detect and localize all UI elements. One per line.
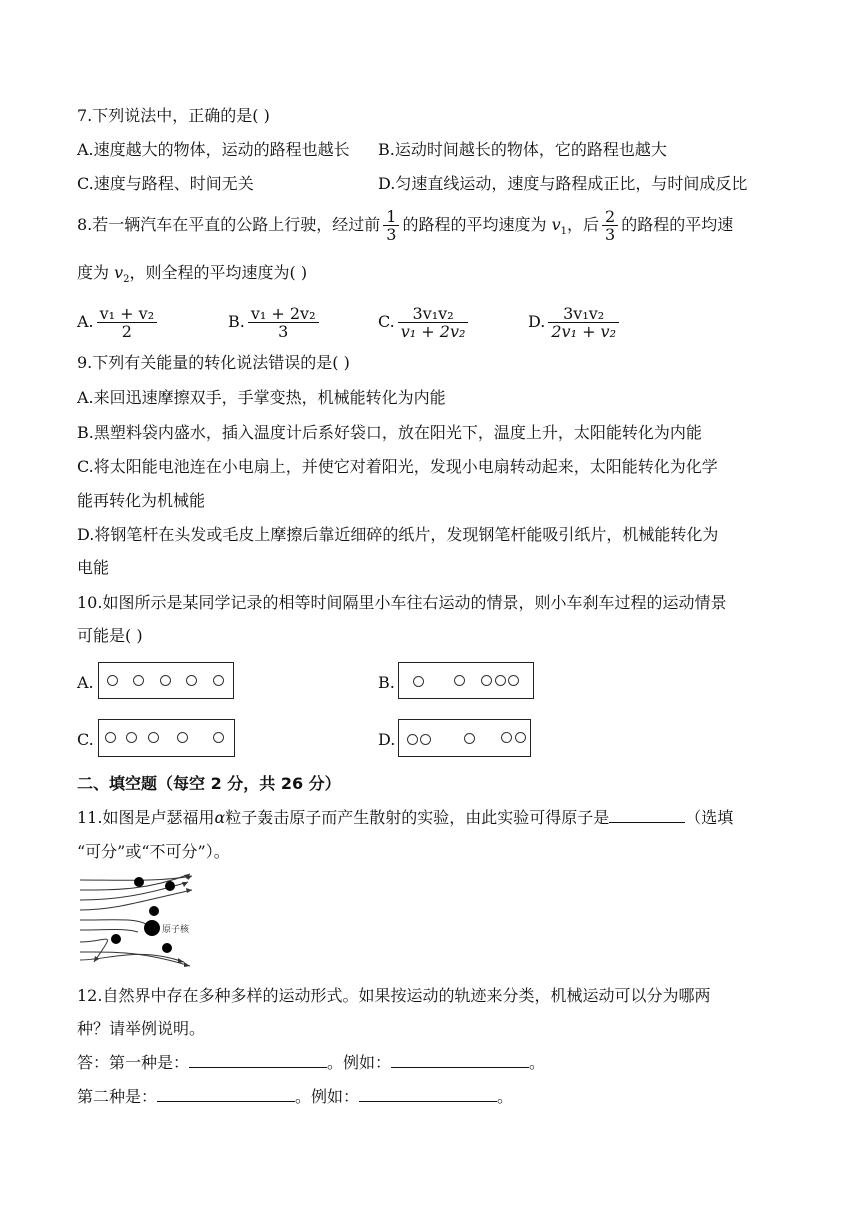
nucleus-label: 原子核	[162, 925, 190, 935]
q8-text: 度为	[77, 263, 110, 282]
q11-answer-blank[interactable]	[609, 808, 685, 823]
q11-text: 粒子轰击原子而产生散射的实验，由此实验可得原子是	[225, 808, 610, 827]
q8-stem-line2	[77, 263, 307, 290]
q8-text: 8.若一辆汽车在平直的公路上行驶，经过前	[77, 215, 381, 234]
car-position-dot	[508, 675, 519, 686]
q10-option-d-label: D.	[378, 730, 396, 749]
arrowheads	[94, 874, 192, 967]
q12-stem-line2: 种？请举例说明。	[77, 1019, 206, 1038]
q9-option-d-line1: D.将钢笔杆在头发或毛皮上摩擦后靠近细碎的纸片，发现钢笔杆能吸引纸片，机械能转化为	[77, 525, 719, 544]
q12-blank-type1[interactable]	[189, 1053, 327, 1068]
q8-v1-sub: 1	[560, 226, 567, 238]
car-position-dot	[515, 732, 526, 743]
car-position-dot	[420, 734, 431, 745]
q12-answer-line2	[77, 1087, 513, 1107]
q8-option-d-fraction	[548, 305, 619, 340]
q10-option-a-diagram	[98, 662, 234, 699]
alpha-particle	[111, 934, 121, 944]
q8-option-a-fraction	[97, 305, 157, 340]
q8-v1: v	[551, 215, 561, 234]
alpha-particle	[134, 877, 144, 887]
q8-option-b	[228, 302, 322, 342]
q8-text: ，则全程的平均速度为( )	[129, 263, 308, 282]
q12-text: 。	[529, 1053, 546, 1072]
car-position-dot	[495, 675, 506, 686]
q7-stem: 7.下列说法中，正确的是( )	[77, 106, 270, 125]
car-position-dot	[454, 675, 465, 686]
option-label: D.	[528, 312, 546, 331]
car-position-dot	[213, 732, 224, 743]
car-position-dot	[133, 675, 144, 686]
q8-text: ，后	[567, 215, 600, 234]
q9-option-b: B.黑塑料袋内盛水，插入温度计后系好袋口，放在阳光下，温度上升，太阳能转化为内能	[77, 423, 702, 442]
atomic-nucleus	[144, 920, 160, 936]
q8-fraction-two-thirds	[602, 208, 618, 243]
alpha-particle-paths	[80, 874, 192, 966]
q11-stem-line1	[77, 808, 733, 828]
fraction-denominator: v₁ + 2v₂	[400, 322, 466, 341]
q10-stem-line2: 可能是( )	[77, 626, 143, 645]
fraction-denominator: 3	[605, 225, 616, 244]
q9-option-c-line1: C.将太阳能电池连在小电扇上，并使它对着阳光，发现小电扇转动起来，太阳能转化为化学	[77, 457, 718, 476]
car-position-dot	[501, 732, 512, 743]
alpha-particle	[149, 906, 159, 916]
q12-text: 。	[497, 1087, 514, 1106]
q12-blank-example2[interactable]	[359, 1087, 497, 1102]
fraction-denominator: 3	[278, 322, 289, 341]
q8-stem-line1	[77, 205, 733, 252]
q12-text: 。例如：	[295, 1087, 360, 1106]
fraction-numerator: 3v₁v₂	[548, 305, 619, 323]
car-position-dot	[413, 676, 424, 687]
q8-v2-sub: 2	[123, 274, 130, 286]
q9-option-d-line2: 电能	[77, 558, 110, 577]
q9-option-a: A.来回迅速摩擦双手，手掌变热，机械能转化为内能	[77, 388, 446, 407]
q10-option-c-label: C.	[77, 730, 94, 749]
q12-text: 答：第一种是：	[77, 1053, 190, 1072]
q7-option-a: A.速度越大的物体，运动的路程也越长	[77, 140, 350, 159]
alpha-particle	[162, 943, 172, 953]
car-position-dot	[213, 675, 224, 686]
q7-option-d: D.匀速直线运动，速度与路程成正比，与时间成反比	[378, 174, 748, 193]
option-label: C.	[378, 312, 395, 331]
q8-option-c-fraction	[398, 305, 469, 340]
fraction-numerator: v₁ + v₂	[97, 305, 157, 323]
q12-blank-type2[interactable]	[157, 1087, 295, 1102]
q10-option-c-diagram	[98, 719, 235, 757]
fraction-denominator: 2	[121, 322, 132, 341]
fraction-numerator: 1	[383, 208, 399, 226]
q8-v2: v	[114, 263, 124, 282]
fraction-denominator: 3	[386, 225, 397, 244]
car-position-dot	[148, 732, 159, 743]
car-position-dot	[107, 675, 118, 686]
option-label: A.	[77, 312, 94, 331]
car-position-dot	[464, 733, 475, 744]
car-position-dot	[105, 732, 116, 743]
rutherford-scattering-figure	[78, 868, 200, 970]
option-label: B.	[228, 312, 245, 331]
q10-stem-line1: 10.如图所示是某同学记录的相等时间隔里小车往右运动的情景，则小车刹车过程的运动情景	[77, 593, 727, 612]
q12-text: 。例如：	[327, 1053, 392, 1072]
q10-option-d-diagram	[398, 719, 531, 757]
q8-fraction-one-third	[383, 208, 399, 243]
car-position-dot	[177, 732, 188, 743]
car-position-dot	[126, 732, 137, 743]
q9-option-c-line2: 能再转化为机械能	[77, 491, 206, 510]
q11-text: 11.如图是卢瑟福用	[77, 808, 215, 827]
q10-option-a-label: A.	[77, 673, 94, 692]
fraction-denominator: 2v₁ + v₂	[551, 322, 617, 341]
q7-option-b: B.运动时间越长的物体，它的路程也越大	[378, 140, 667, 159]
alpha-symbol: α	[214, 808, 226, 827]
q10-option-b-label: B.	[378, 673, 395, 692]
fraction-numerator: v₁ + 2v₂	[248, 305, 319, 323]
q7-option-c: C.速度与路程、时间无关	[77, 174, 254, 193]
q12-text: 第二种是：	[77, 1087, 158, 1106]
q12-stem-line1: 12.自然界中存在多种多样的运动形式。如果按运动的轨迹来分类，机械运动可以分为哪两	[77, 986, 711, 1005]
q11-text: （选填	[685, 808, 734, 827]
fraction-numerator: 2	[602, 208, 618, 226]
q9-stem: 9.下列有关能量的转化说法错误的是( )	[77, 353, 350, 372]
car-position-dot	[407, 734, 418, 745]
section-heading: 二、填空题（每空 2 分，共 26 分）	[77, 774, 341, 793]
q12-answer-line1	[77, 1053, 545, 1073]
q12-blank-example1[interactable]	[391, 1053, 529, 1068]
car-position-dot	[186, 675, 197, 686]
q8-option-c	[378, 302, 471, 342]
q8-option-d	[528, 302, 622, 342]
car-position-dot	[160, 675, 171, 686]
q8-option-b-fraction	[248, 305, 319, 340]
q8-text: 的路程的平均速	[621, 215, 734, 234]
q8-option-a	[77, 302, 160, 342]
q8-text: 的路程的平均速度为	[402, 215, 547, 234]
alpha-particle	[165, 881, 175, 891]
q11-stem-line2: “可分”或“不可分”）。	[77, 842, 230, 861]
q10-option-b-diagram	[398, 662, 534, 699]
fraction-numerator: 3v₁v₂	[398, 305, 469, 323]
car-position-dot	[481, 675, 492, 686]
